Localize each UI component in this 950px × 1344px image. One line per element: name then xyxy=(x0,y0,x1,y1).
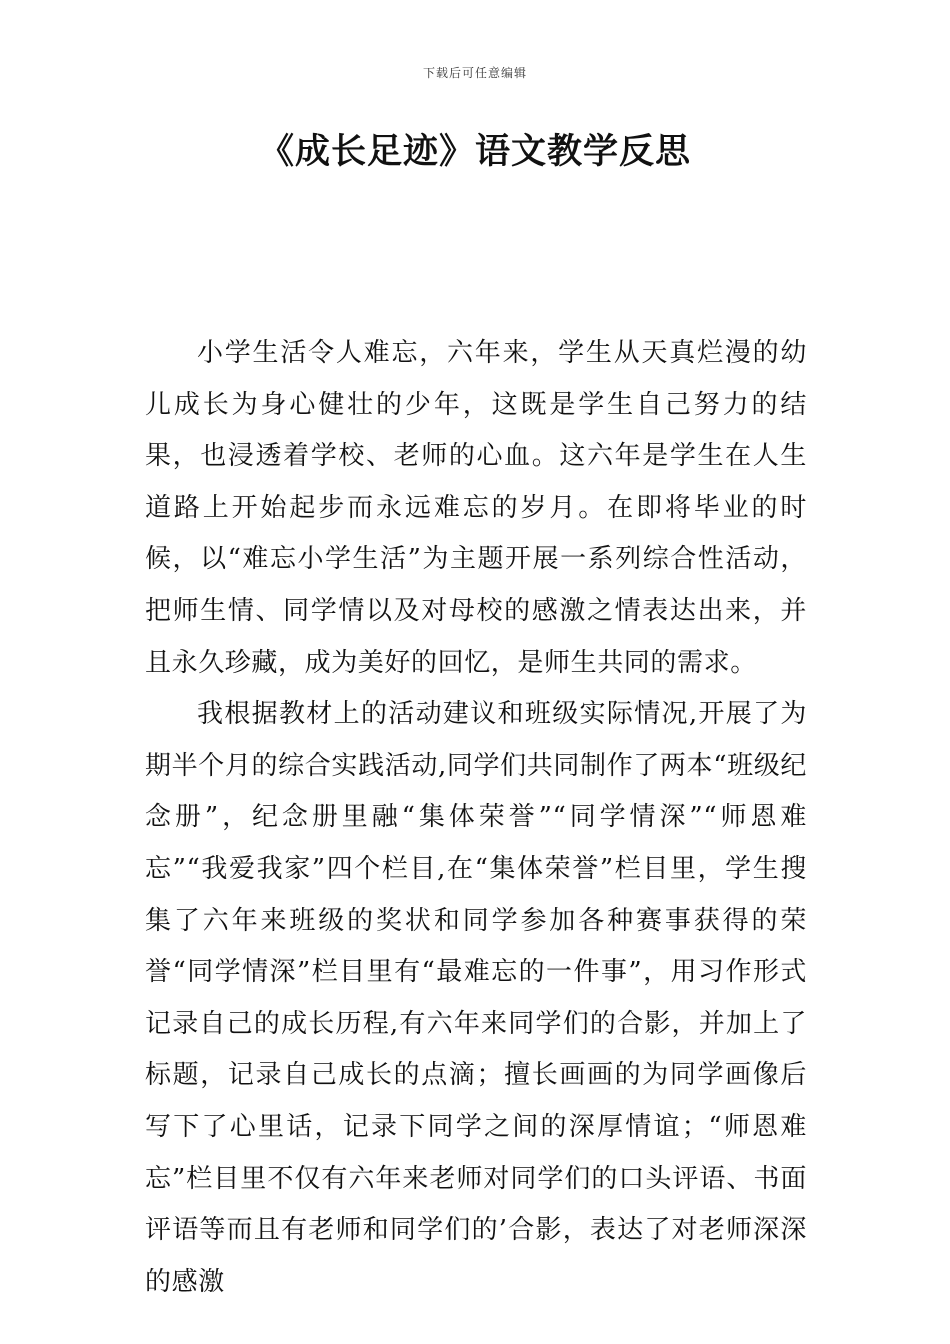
paragraph: 我根据教材上的活动建议和班级实际情况,开展了为期半个月的综合实践活动,同学们共同制作了两本“班级纪念册”，纪念册里融“集体荣誉”“同学情深”“师恩难忘”“我爱我家”四个栏目,在“集体荣誉”栏目里，学生搜集了六年来班级的奖状和同学参加各种赛事获得的荣誉“同学情深”栏目里有“最难忘的一件事”，用习作形式记录自己的成长历程,有六年来同学们的合影，并加上了标题，记录自己成长的点滴；擅长画画的为同学画像后写下了心里话，记录下同学之间的深厚情谊；“师恩难忘”栏目里不仅有六年来老师对同学们的口头评语、书面评语等而且有老师和同学们的’合影，表达了对老师深深的感激 xyxy=(145,699,807,1297)
document-body xyxy=(145,328,807,1308)
document-title: 《成长足迹》语文教学反思 xyxy=(258,132,691,172)
paragraph: 小学生活令人难忘，六年来，学生从天真烂漫的幼儿成长为身心健壮的少年，这既是学生自己努力的结果，也浸透着学校、老师的心血。这六年是学生在人生道路上开始起步而永远难忘的岁月。在即将毕业的时候，以“难忘小学生活”为主题开展一系列综合性活动，把师生情、同学情以及对母校的感激之情表达出来，并且永久珍藏，成为美好的回忆，是师生共同的需求。 xyxy=(145,338,807,678)
header-note: 下载后可任意编辑 xyxy=(422,66,527,80)
